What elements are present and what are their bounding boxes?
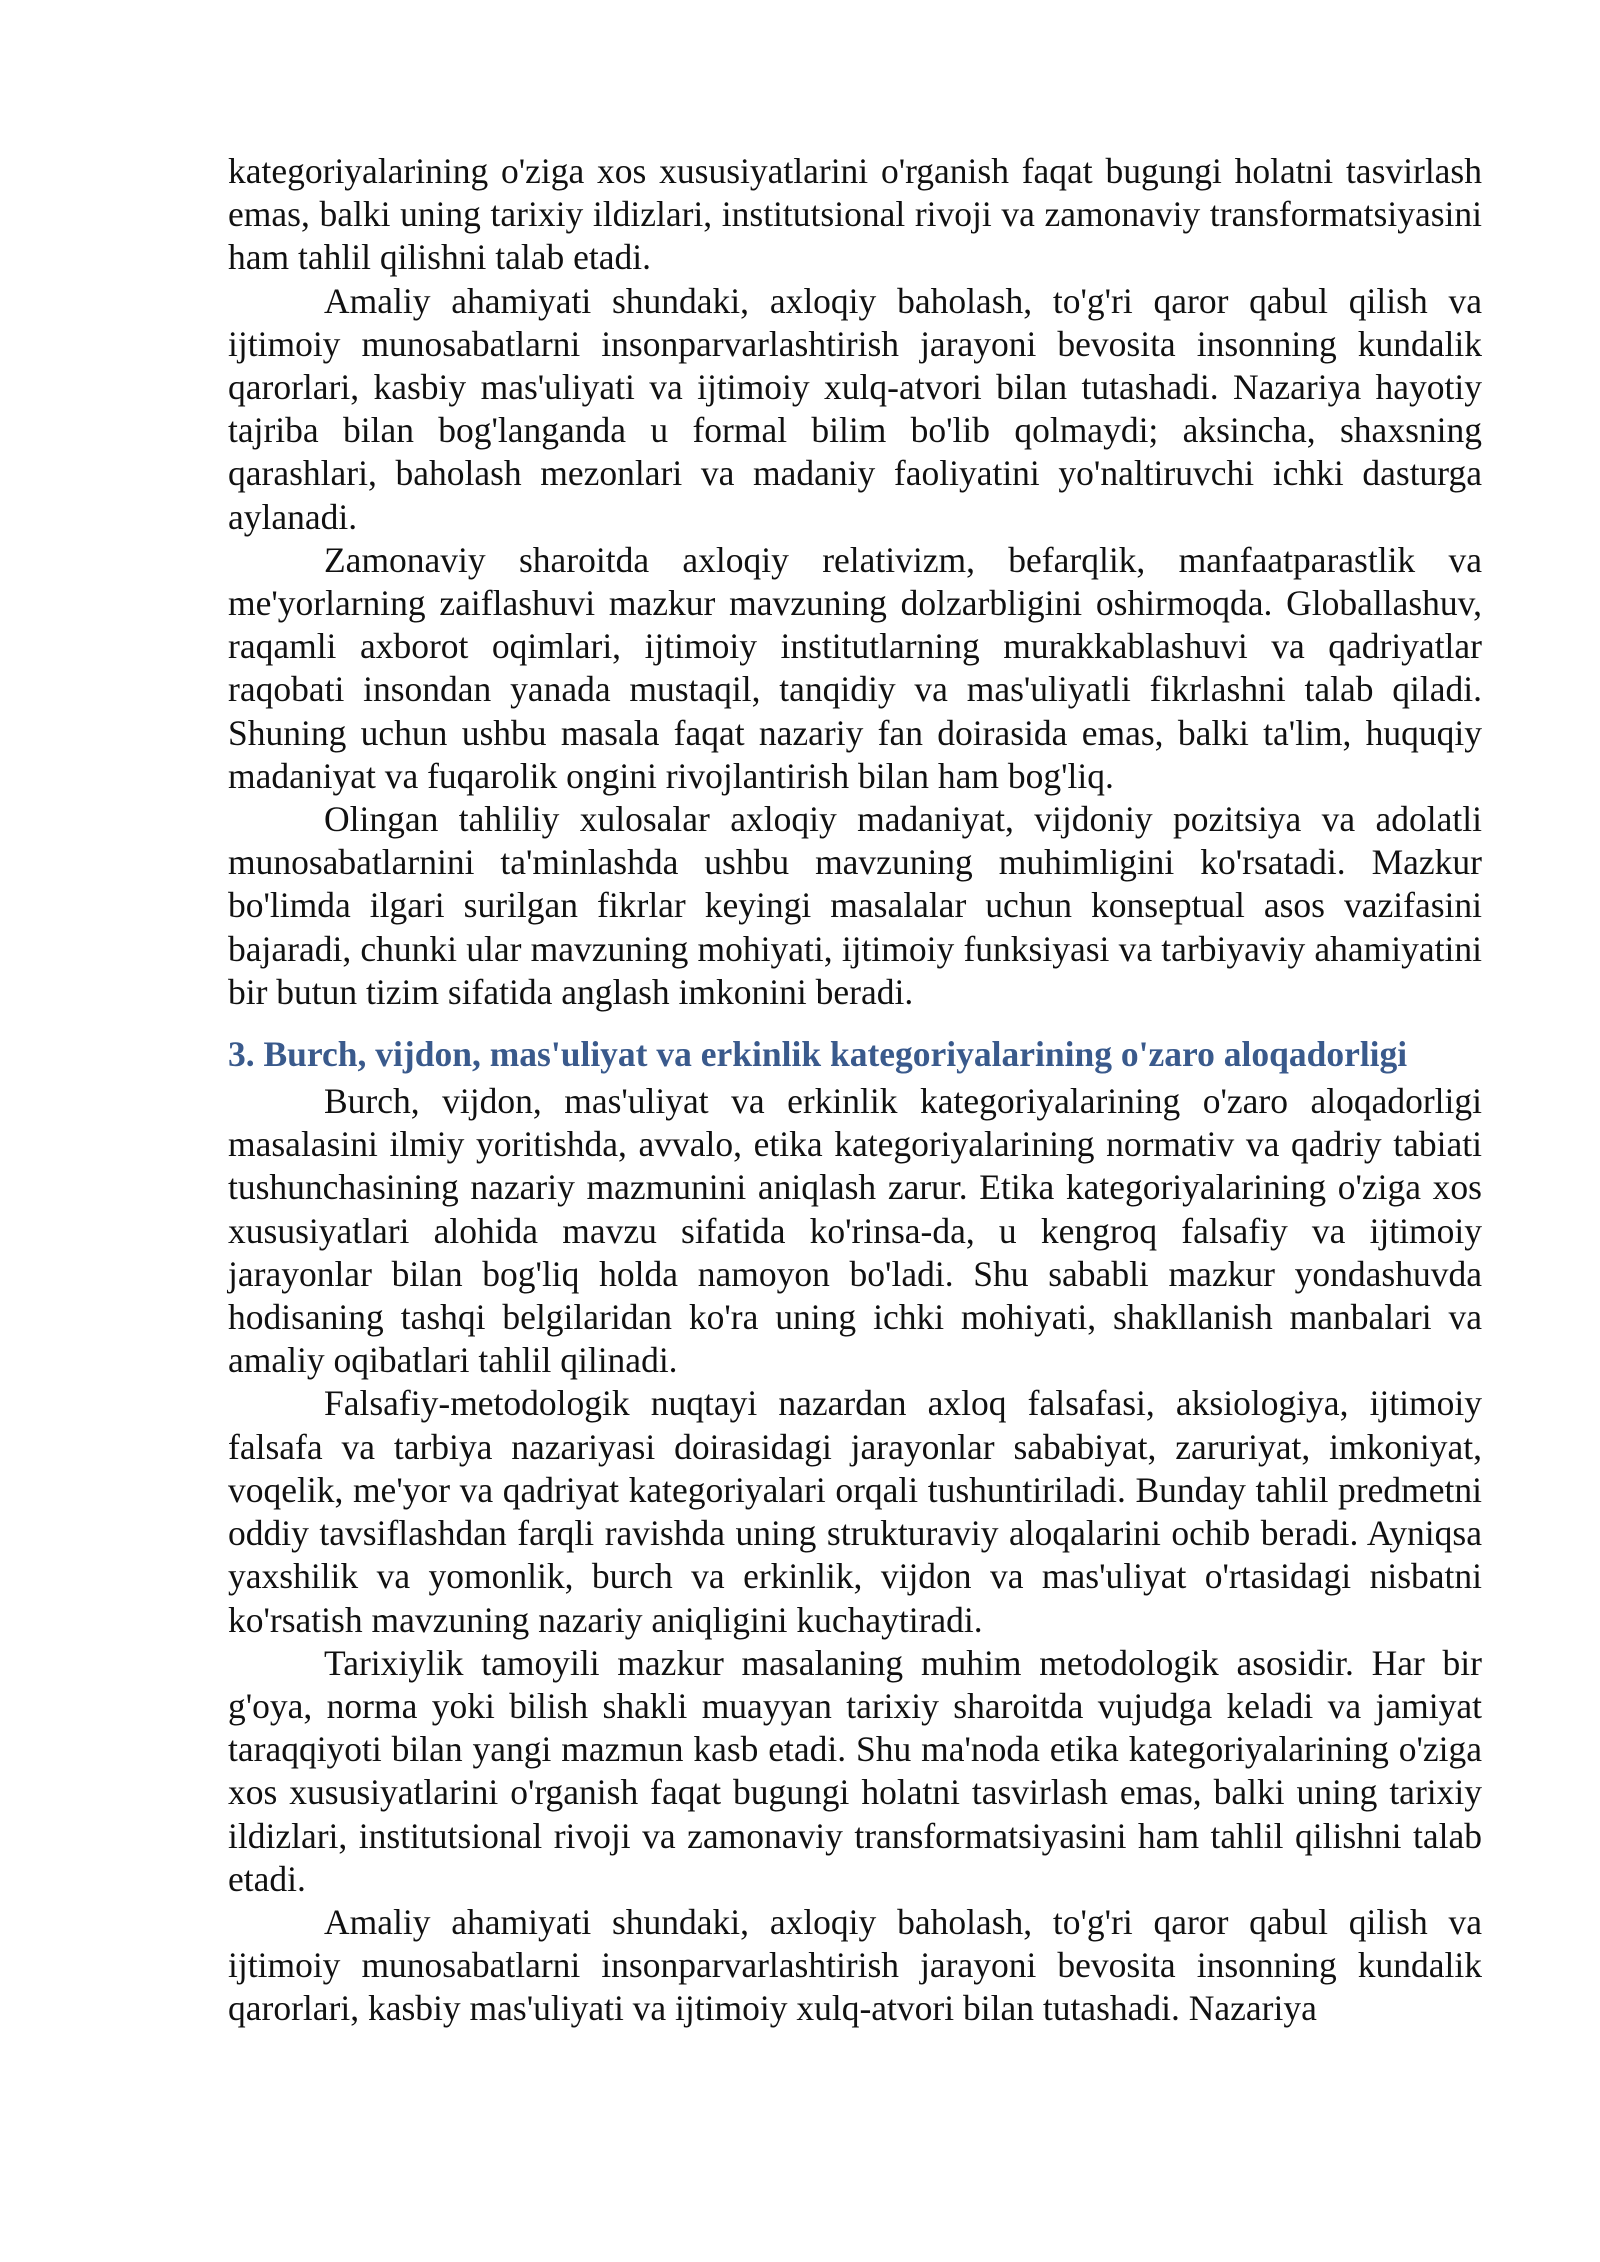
paragraph: Burch, vijdon, mas'uliyat va erkinlik kategoriyalarining o'zaro aloqadorligi masalasini ilmiy yoritishda, avvalo, etika kategoriyalarining normativ va qadriy tabiati tushunchasining nazariy mazmunini aniqlash zarur. Etika kategoriyalarining o'ziga xos xususiyatlari alohida mavzu sifatida ko'rinsa-da, u kengroq falsafiy va ijtimoiy jarayonlar bilan bog'liq holda namoyon bo'ladi. Shu sababli mazkur yondashuvda hodisaning tashqi belgilaridan ko'ra uning ichki mohiyati, shakllanish manbalari va amaliy oqibatlari tahlil qilinadi. <box>228 1081 1482 1381</box>
paragraph: Olingan tahliliy xulosalar axloqiy madaniyat, vijdoniy pozitsiya va adolatli munosabatlarnini ta'minlashda ushbu mavzuning muhimligini ko'rsatadi. Mazkur bo'limda ilgari surilgan fikrlar keyingi masalalar uchun konseptual asos vazifasini bajaradi, chunki ular mavzuning mohiyati, ijtimoiy funksiyasi va tarbiyaviy ahamiyatini bir butun tizim sifatida anglash imkonini beradi. <box>228 799 1482 1012</box>
paragraph: Amaliy ahamiyati shundaki, axloqiy baholash, to'g'ri qaror qabul qilish va ijtimoiy munosabatlarni insonparvarlashtirish jarayoni bevosita insonning kundalik qarorlari, kasbiy mas'uliyati va ijtimoiy xulq-atvori bilan tutashadi. Nazariya hayotiy tajriba bilan bog'langanda u formal bilim bo'lib qolmaydi; aksincha, shaxsning qarashlari, baholash mezonlari va madaniy faoliyatini yo'naltiruvchi ichki dasturga aylanadi. <box>228 280 1482 537</box>
paragraph-continued: kategoriyalarining o'ziga xos xususiyatlarini o'rganish faqat bugungi holatni tasvirlash emas, balki uning tarixiy ildizlari, institutsional rivoji va zamonaviy transformatsiyasini ham tahlil qilishni talab etadi. <box>228 151 1482 278</box>
section-heading: 3. Burch, vijdon, mas'uliyat va erkinlik kategoriyalarining o'zaro aloqadorligi <box>228 1034 1408 1075</box>
paragraph: Zamonaviy sharoitda axloqiy relativizm, befarqlik, manfaatparastlik va me'yorlarning zaiflashuvi mazkur mavzuning dolzarbligini oshirmoqda. Globallashuv, raqamli axborot oqimlari, ijtimoiy institutlarning murakkablashuvi va qadriyatlar raqobati insondan yanada mustaqil, tanqidiy va mas'uliyatli fikrlashni talab qiladi. Shuning uchun ushbu masala faqat nazariy fan doirasida emas, balki ta'lim, huquqiy madaniyat va fuqarolik ongini rivojlantirish bilan ham bog'liq. <box>228 539 1482 796</box>
paragraph: Falsafiy-metodologik nuqtayi nazardan axloq falsafasi, aksiologiya, ijtimoiy falsafa va tarbiya nazariyasi doirasidagi jarayonlar sababiyat, zaruriyat, imkoniyat, voqelik, me'yor va qadriyat kategoriyalari orqali tushuntiriladi. Bunday tahlil predmetni oddiy tavsiflashdan farqli ravishda uning strukturaviy aloqalarini ochib beradi. Ayniqsa yaxshilik va yomonlik, burch va erkinlik, vijdon va mas'uliyat o'rtasidagi nisbatni ko'rsatish mavzuning nazariy aniqligini kuchaytiradi. <box>228 1383 1482 1640</box>
paragraph: Tarixiylik tamoyili mazkur masalaning muhim metodologik asosidir. Har bir g'oya, norma yoki bilish shakli muayyan tarixiy sharoitda vujudga keladi va jamiyat taraqqiyoti bilan yangi mazmun kasb etadi. Shu ma'noda etika kategoriyalarining o'ziga xos xususiyatlarini o'rganish faqat bugungi holatni tasvirlash emas, balki uning tarixiy ildizlari, institutsional rivoji va zamonaviy transformatsiyasini ham tahlil qilishni talab etadi. <box>228 1642 1482 1899</box>
document-page <box>228 150 1482 2031</box>
paragraph-truncated: Amaliy ahamiyati shundaki, axloqiy baholash, to'g'ri qaror qabul qilish va ijtimoiy munosabatlarni insonparvarlashtirish jarayoni bevosita insonning kundalik qarorlari, kasbiy mas'uliyati va ijtimoiy xulq-atvori bilan tutashadi. Nazariya <box>228 1901 1482 2029</box>
